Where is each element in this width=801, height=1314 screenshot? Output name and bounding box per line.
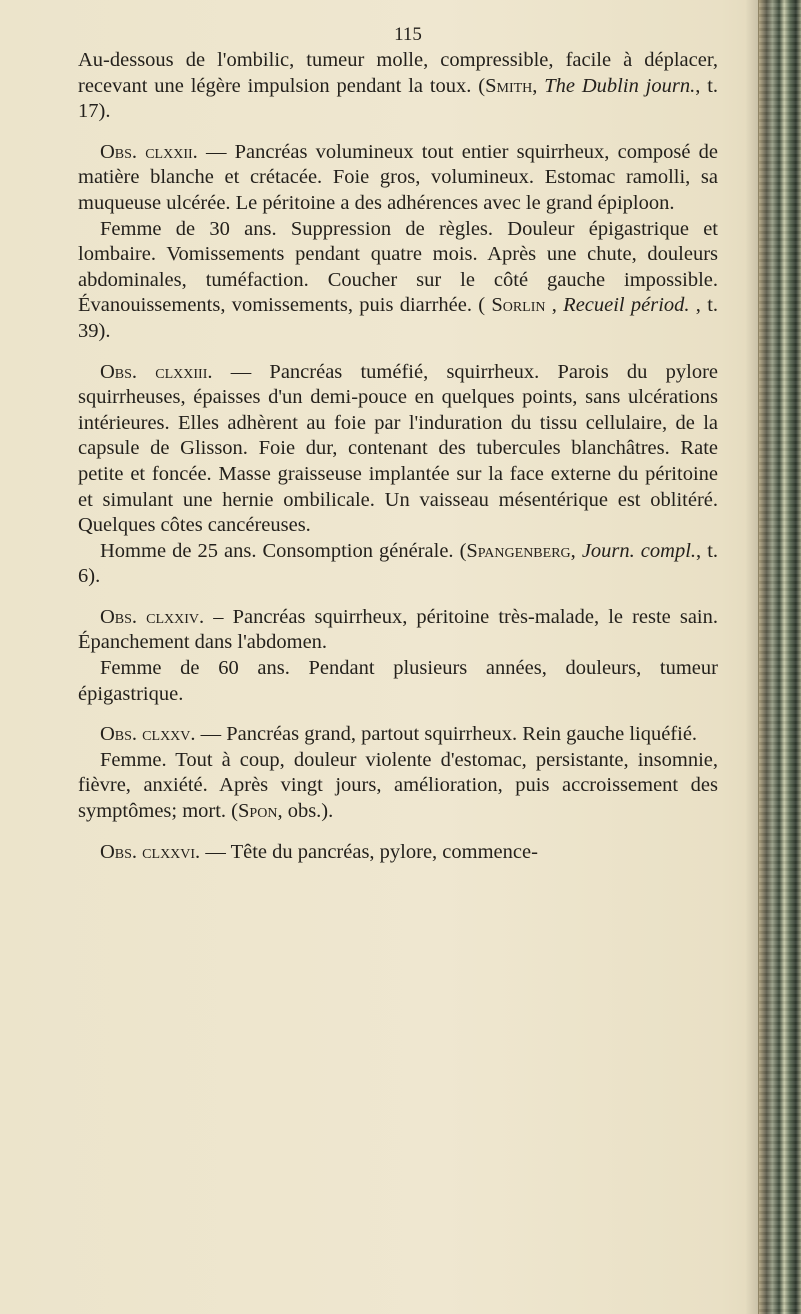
paragraph-smith-case: Au-dessous de l'ombilic, tumeur molle, compressible, facile à déplacer, recevant une légère impulsion pendant la toux. (Smith, The Dublin journ., t. 17). — [78, 49, 719, 123]
observation-clxxii: Obs. clxxii. — Pancréas volumineux tout entier squirrheux, composé de matière blanche et crétacée. Foie gros, volumineux. Estomac ramolli, sa muqueuse ulcérée. Le péritoine a des adhérences avec le grand épiploon. — [78, 140, 718, 214]
case-description-clxxiv: Femme de 60 ans. Pendant plusieurs années, douleurs, tumeur épigastrique. — [78, 657, 718, 705]
page-number: 115 — [394, 24, 422, 45]
observation-clxxv: Obs. clxxv. — Pancréas grand, partout squirrheux. Rein gauche liquéfié. — [100, 723, 698, 746]
case-description-clxxiii: Homme de 25 ans. Consomption générale. (Spangenberg, Journ. compl., t. 6). — [78, 539, 719, 588]
observation-label: Obs. clxxv. — [100, 723, 196, 746]
observation-label: Obs. clxxvi. — [100, 840, 201, 863]
case-description-clxxii: Femme de 30 ans. Suppression de règles. Douleur épigastrique et lombaire. Vomissements pendant quatre mois. Après une chute, douleurs abdominales, tuméfaction. Coucher sur le côté gauche impossible. Évanouissements, vomissements, puis diarrhée. ( Sorlin , Recueil périod. , t. 39). — [78, 217, 719, 342]
journal-title: The Dublin journ. — [544, 74, 696, 97]
binding-shadow — [745, 0, 759, 1314]
author-name: Sorlin — [491, 294, 546, 317]
book-binding-edge — [758, 0, 801, 1314]
author-name: Spangenberg — [466, 539, 571, 562]
observation-label: Obs. clxxii. — [100, 140, 198, 163]
observation-clxxiii: Obs. clxxiii. — Pancréas tuméfié, squirrheux. Parois du pylore squirrheuses, épaisses d'un demi-pouce en quelques points, sans ulcérations intérieures. Elles adhèrent au foie par l'induration du tissu cellulaire, de la capsule de Glisson. Foie dur, contenant des tubercules blanchâtres. Rate petite et foncée. Masse graisseuse implantée sur la face externe du péritoine et simulant une hernie ombilicale. Un vaisseau mésentérique est oblitéré. Quelques côtes cancéreuses. — [78, 360, 718, 537]
journal-title: Recueil périod. — [563, 294, 690, 317]
journal-title: Journ. compl. — [581, 539, 697, 562]
observation-label: Obs. clxxiii. — [100, 360, 213, 383]
observation-clxxvi: Obs. clxxvi. — Tête du pancréas, pylore, commence- — [100, 840, 538, 863]
observation-label: Obs. clxxiv. — [100, 605, 205, 628]
author-name: Spon — [238, 800, 278, 823]
observation-clxxiv: Obs. clxxiv. – Pancréas squirrheux, péritoine très-malade, le reste sain. Épanchement dans l'abdomen. — [78, 605, 719, 654]
page-text — [78, 24, 718, 865]
author-name: Smith — [485, 74, 533, 97]
case-description-clxxv: Femme. Tout à coup, douleur violente d'estomac, persistante, insomnie, fièvre, anxiété. Après vingt jours, amélioration, puis accroissement des symptômes; mort. (Spon, obs.). — [78, 748, 718, 823]
